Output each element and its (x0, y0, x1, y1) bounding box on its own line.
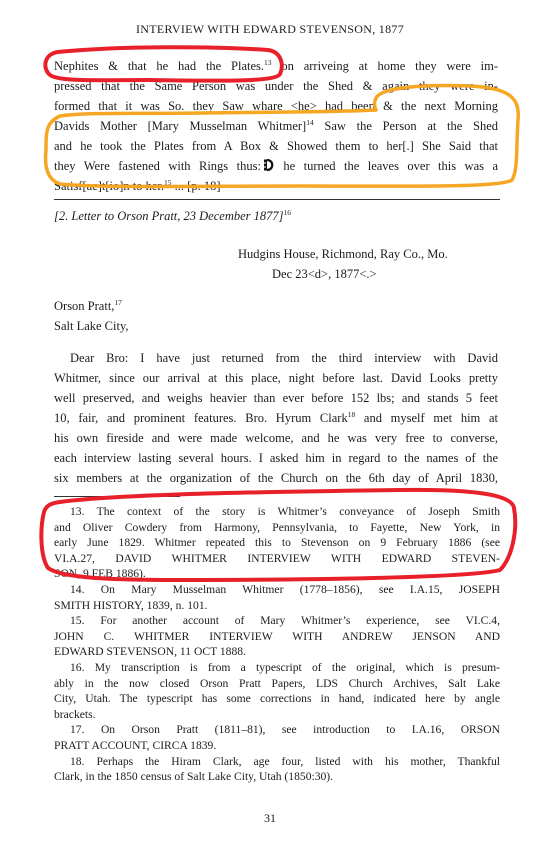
passage-line: formed that it was So. they Saw whare <he> had been & the next Morning (54, 99, 498, 113)
body-line: each interview lasting several hours. I asked him in regard to the names of the (54, 451, 498, 465)
body-line: well preserved, and weighs heavier than ever before 152 lbs; and stands 5 feet (54, 391, 498, 405)
passage-line: Satisf[ac]t[io]n to her.$^{15}$ ... [p. 18] (54, 178, 221, 193)
rings-symbol-icon (261, 158, 275, 172)
body-line: 10, fair, and prominent features. Bro. Hyrum Clark$^{18}$ and myself met him at (54, 410, 499, 425)
footnote-17: 17. On Orson Pratt (1811–81), see introduction to I.A.16, ORSON PRATT ACCOUNT, CIRCA 1839. (54, 723, 500, 752)
page-number: 31 (264, 811, 276, 825)
footnotes (54, 504, 500, 785)
footnote-13: 13. The context of the story is Whitmer’s conveyance of Joseph Smith and Oliver Cowdery from Harmony, Pennsylvania, to Fayette, New York, in early June 1829. Whitmer repeated this to Stevenson on 9 February 1886 (see VI.A.27, DAVID WHITMER INTERVIEW WITH EDWARD STEVEN- SON, 9 FEB 1886). (54, 505, 500, 581)
passage-line: Nephites & that he had the Plates.$^{13}$ on arriveing at home they were im- (54, 58, 498, 73)
passage-line: they Were fastened with Rings thus: he turned the leaves over this was a (54, 159, 498, 173)
body-line: Dear Bro: I have just returned from the third interview with David (70, 351, 498, 365)
footnote-ref-13[interactable]: 13 (264, 58, 272, 67)
footnote-rule (54, 496, 180, 497)
body-line: six members at the organization of the Church on the 6th day of April 1830, (54, 471, 498, 485)
section-divider (54, 199, 500, 200)
footnote-18: 18. Perhaps the Hiram Clark, age four, listed with his mother, Thankful Clark, in the 1850 census of Salt Lake City, Utah (1850:30). (54, 754, 500, 784)
letter-body (54, 348, 498, 488)
letter-recipient: Orson Pratt,$^{17}$ Salt Lake City, (54, 298, 129, 333)
footnote-ref-17[interactable]: 17 (114, 298, 122, 307)
footnote-ref-18[interactable]: 18 (347, 410, 356, 419)
footnote-ref-15[interactable]: 15 (164, 178, 172, 187)
passage-line: Davids Mother [Mary Musselman Whitmer]$^{14}$ Saw the Person at the Shed (54, 118, 498, 133)
top-passage (54, 56, 498, 196)
footnote-15: 15. For another account of Mary Whitmer’s experience, see VI.C.4, JOHN C. WHITMER INTERVIEW WITH ANDREW JENSON AND EDWARD STEVENSON, 11 OCT 1888. (54, 614, 500, 659)
running-head: INTERVIEW WITH EDWARD STEVENSON, 1877 (136, 22, 404, 36)
footnote-ref-14[interactable]: 14 (306, 118, 314, 127)
body-line: his own fireside and were made welcome, and he was very free to converse, (54, 431, 498, 445)
footnote-14: 14. On Mary Musselman Whitmer (1778–1856), see I.A.15, JOSEPH SMITH HISTORY, 1839, n. 101. (54, 582, 500, 612)
body-line: Whitmer, since our arrival at this place, night before last. David Looks pretty (54, 371, 498, 385)
letter-address: Hudgins House, Richmond, Ray Co., Mo. Dec 23<d>, 1877<.> (238, 247, 448, 281)
letter-heading: [2. Letter to Orson Pratt, 23 December 1877]$^{16}$ (54, 208, 291, 223)
passage-line: and he took the Plates from A Box & Showed them to her[.] She Said that (54, 139, 498, 153)
footnote-ref-16[interactable]: 16 (283, 208, 291, 217)
passage-line: pressed that the Same Person was under the Shed & again they were in- (54, 79, 498, 93)
footnote-16: 16. My transcription is from a typescript of the original, which is presum- ably in the now closed Orson Pratt Papers, LDS Church Archives, Salt Lake City, Utah. The typescript has some corrections in hand, indicated here by angle brackets. (54, 660, 500, 721)
